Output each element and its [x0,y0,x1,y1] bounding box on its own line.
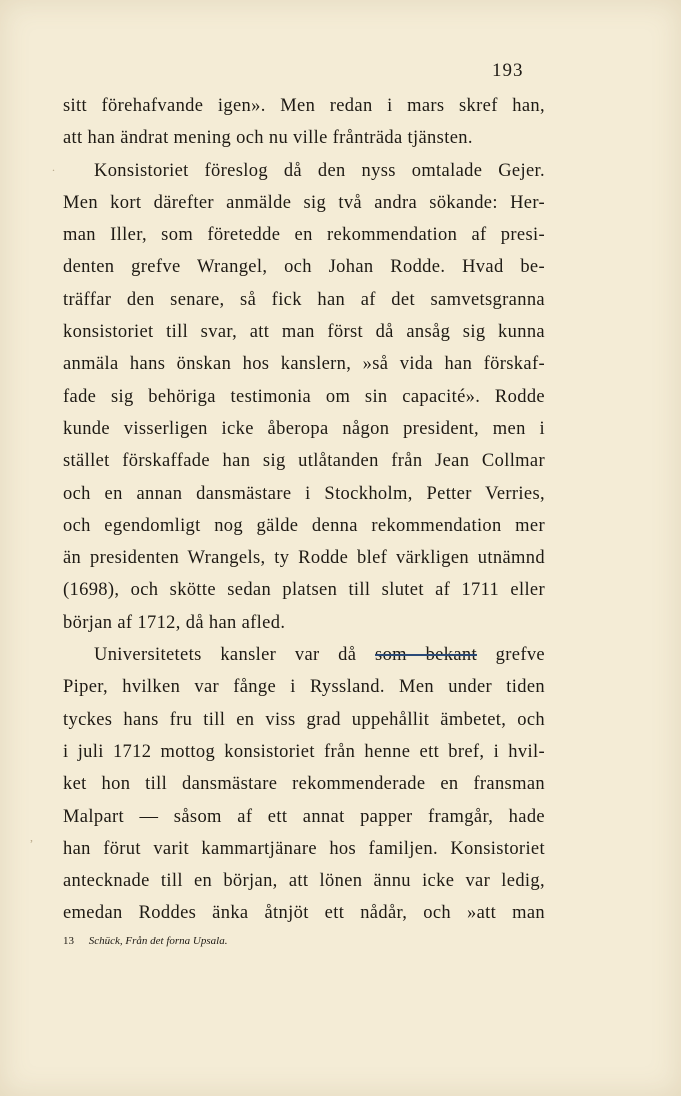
text-line: Piper, hvilken var fånge i Ryssland. Men under tiden [63,677,545,698]
text-line: emedan Roddes änka åtnjöt ett nådår, och »att man [63,903,545,924]
text-line: träffar den senare, så fick han af det samvetsgranna [63,289,545,310]
struck-line-before: Universitetets kansler var då [94,645,376,666]
text-line: ket hon till dansmästare rekommenderade en fransman [63,774,545,795]
text-line: i juli 1712 mottog konsistoriet från henne ett bref, i hvil- [63,741,545,762]
text-line: (1698), och skötte sedan platsen till slutet af 1711 eller [63,580,545,601]
signature-text: Schück, Från det forna Upsala. [88,935,228,947]
page-number: 193 [492,60,524,81]
text-line: antecknade till en början, att lönen ännu icke var ledig, [63,871,545,892]
paragraph-block-2 [63,671,545,929]
text-line: Malpart — såsom af ett annat papper framgår, hade [63,806,545,827]
footer-signature [63,935,227,947]
text-line: anmäla hans önskan hos kanslern, »så vida han förskaf- [63,354,545,375]
struck-line [63,639,545,671]
text-line: början af 1712, då han afled. [63,612,286,633]
text-line: Men kort därefter anmälde sig två andra sökande: Her- [63,192,545,213]
paragraph-block-1 [63,90,545,639]
text-line: stället förskaffade han sig utlåtanden från Jean Collmar [63,451,545,472]
text-line: att han ändrat mening och nu ville frånträda tjänsten. [63,128,473,149]
text-line: han förut varit kammartjänare hos familjen. Konsistoriet [63,838,545,859]
text-line: kunde visserligen icke åberopa någon president, men i [63,418,545,439]
text-line: och en annan dansmästare i Stockholm, Petter Verries, [63,483,545,504]
text-line: och egendomligt nog gälde denna rekommendation mer [63,515,545,536]
text-line: Konsistoriet föreslog då den nyss omtalade Gejer. [94,160,545,181]
text-line: än presidenten Wrangels, ty Rodde blef värkligen utnämnd [63,548,545,569]
text-line: konsistoriet till svar, att man först då ansåg sig kunna [63,322,545,343]
text-line: sitt förehafvande igen». Men redan i mars skref han, [63,96,545,116]
text-line: fade sig behöriga testimonia om sin capacité». Rodde [63,386,545,407]
signature-number: 13 [63,935,74,947]
struck-line-after: grefve [476,645,545,666]
struck-text: som bekant [375,645,477,666]
body-text [63,90,545,930]
text-line: denten grefve Wrangel, och Johan Rodde. Hvad be- [63,257,545,278]
margin-mark: . [52,160,55,174]
margin-mark: , [30,830,33,844]
text-line: man Iller, som företedde en rekommendation af presi- [63,225,545,246]
text-line: tyckes hans fru till en viss grad uppehållit ämbetet, och [63,709,545,730]
